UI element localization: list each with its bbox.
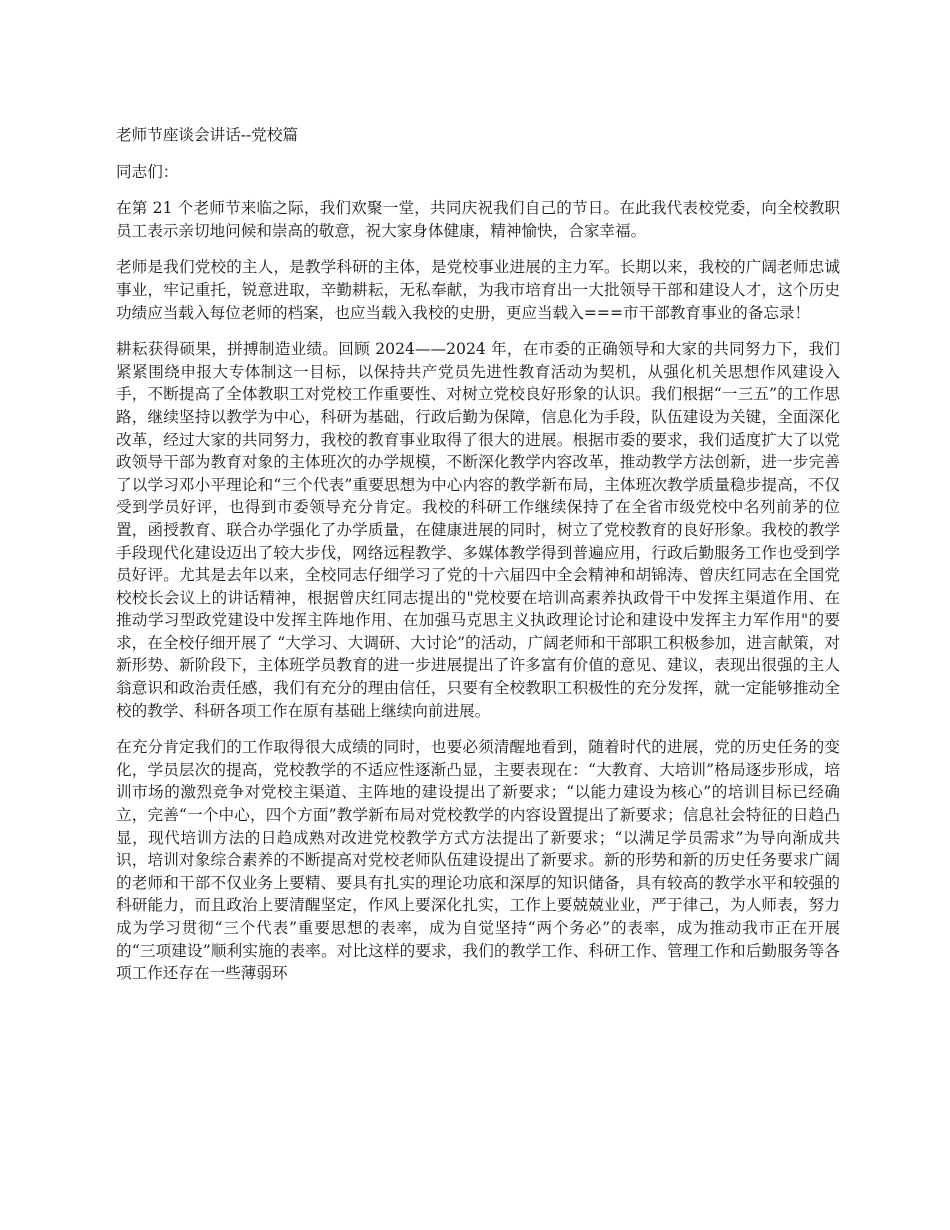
document-page [116,124,840,999]
document-title: 老师节座谈会讲话--党校篇 [116,126,299,144]
salutation: 同志们： [116,162,179,181]
paragraph-2: 老师是我们党校的主人，是教学科研的主体，是党校事业进展的主力军。长期以来，我校的广阔老师忠诚事业，牢记重托，锐意进取，辛勤耕耘，无私奉献，为我市培育出一大批领导干部和建设人才，这个历史功绩应当载入每位老师的档案，也应当载入我校的史册，更应当载入===市干部教育事业的备忘录！ [116,258,840,322]
paragraph-1: 在第 21 个老师节来临之际，我们欢聚一堂，共同庆祝我们自己的节日。在此我代表校党委，向全校教职员工表示亲切地问候和崇高的敬意，祝大家身体健康，精神愉快，合家幸福。 [116,199,840,240]
paragraph-3: 耕耘获得硕果，拼搏制造业绩。回顾 2024——2024 年，在市委的正确领导和大家的共同努力下，我们紧紧围绕申报大专体制这一目标，以保持共产党员先进性教育活动为契机，从强化机关思想作风建设入手，不断提高了全体教职工对党校工作重要性、对树立党校良好形象的认识。我们根据“一三五”的工作思路，继续坚持以教学为中心，科研为基础，行政后勤为保障，信息化为手段，队伍建设为关键，全面深化改革，经过大家的共同努力，我校的教育事业取得了很大的进展。根据市委的要求，我们适度扩大了以党政领导干部为教育对象的主体班次的办学规模，不断深化教学内容改革，推动教学方法创新，进一步完善了以学习邓小平理论和“三个代表”重要思想为中心内容的教学新布局，主体班次教学质量稳步提高，不仅受到学员好评，也得到市委领导充分肯定。我校的科研工作继续保持了在全省市级党校中名列前茅的位置，函授教育、联合办学强化了办学质量，在健康进展的同时，树立了党校教育的良好形象。我校的教学手段现代化建设迈出了较大步伐，网络远程教学、多媒体教学得到普遍应用，行政后勤服务工作也受到学员好评。尤其是去年以来，全校同志仔细学习了党的十六届四中全会精神和胡锦涛、曾庆红同志在全国党校校长会议上的讲话精神，根据曾庆红同志提出的"党校要在培训高素养执政骨干中发挥主渠道作用、在推动学习型政党建设中发挥主阵地作用、在加强马克思主义执政理论讨论和建设中发挥主力军作用"的要求，在全校仔细开展了 “大学习、大调研、大讨论”的活动，广阔老师和干部职工积极参加，进言献策，对新形势、新阶段下，主体班学员教育的进一步进展提出了许多富有价值的意见、建议，表现出很强的主人翁意识和政治责任感，我们有充分的理由信任，只要有全校教职工积极性的充分发挥，就一定能够推动全校的教学、科研各项工作在原有基础上继续向前进展。 [116,340,840,720]
paragraph-4: 在充分肯定我们的工作取得很大成绩的同时，也要必须清醒地看到，随着时代的进展，党的历史任务的变化，学员层次的提高，党校教学的不适应性逐渐凸显，主要表现在：“大教育、大培训”格局逐步形成，培训市场的激烈竞争对党校主渠道、主阵地的建设提出了新要求；“以能力建设为核心”的培训目标已经确立，完善“一个中心，四个方面”教学新布局对党校教学的内容设置提出了新要求；信息社会特征的日趋凸显，现代培训方法的日趋成熟对改进党校教学方式方法提出了新要求；“以满足学员需求”为导向渐成共识，培训对象综合素养的不断提高对党校老师队伍建设提出了新要求。新的形势和新的历史任务要求广阔的老师和干部不仅业务上要精、要具有扎实的理论功底和深厚的知识储备，具有较高的教学水平和较强的科研能力，而且政治上要清醒坚定，作风上要深化扎实，工作上要兢兢业业，严于律己，为人师表，努力成为学习贯彻“三个代表”重要思想的表率，成为自觉坚持“两个务必”的表率，成为推动我市正在开展的“三项建设”顺利实施的表率。对比这样的要求，我们的教学工作、科研工作、管理工作和后勤服务等各项工作还存在一些薄弱环 [116,738,840,983]
